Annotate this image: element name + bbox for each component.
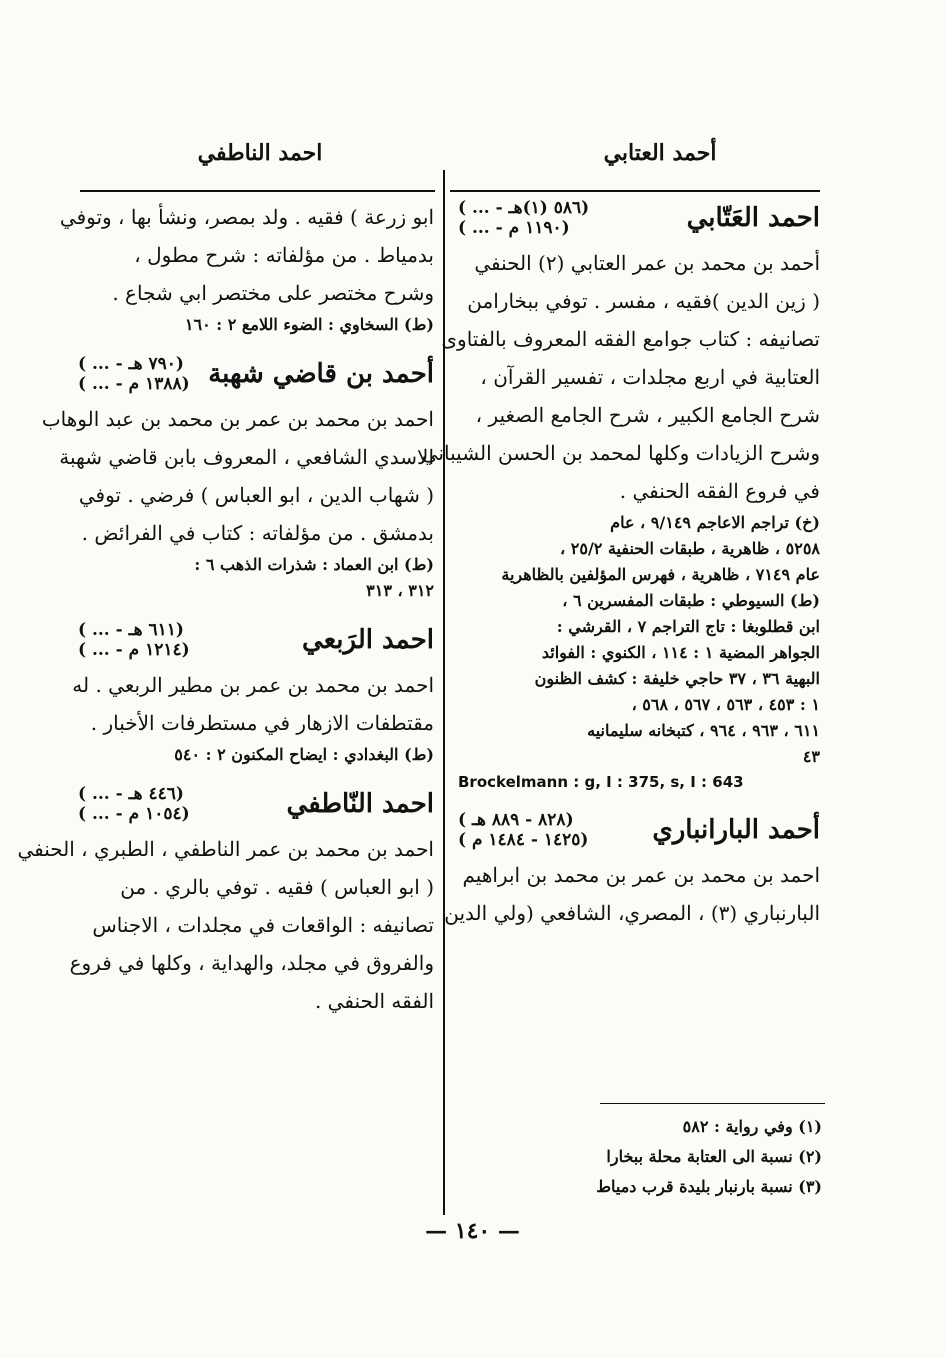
left-running-header: احمد الناطفي bbox=[197, 140, 323, 166]
source-line: (ط) البغدادي : ايضاح المكنون ٢ : ٥٤٠ bbox=[174, 745, 434, 764]
entry-dates bbox=[458, 810, 588, 850]
source-line: (ط) ابن العماد : شذرات الذهب ٦ : bbox=[194, 555, 434, 574]
entry-heading bbox=[78, 620, 434, 660]
entry-ahmad-al-rabi bbox=[72, 620, 434, 768]
entry-ahmad-al-natifi bbox=[17, 784, 434, 1020]
dates-gregorian: ( ... - ١٢١٤ م) bbox=[78, 640, 190, 660]
body-line: احمد بن محمد بن عمر الناطفي ، الطبري ، الحنفي bbox=[17, 837, 434, 861]
entry-heading bbox=[78, 784, 434, 824]
entry-name: أحمد البارانباري bbox=[652, 815, 820, 845]
entry-heading bbox=[458, 198, 820, 238]
footnotes bbox=[560, 1112, 822, 1202]
dates-gregorian: ( ١٤٢٥ - ١٤٨٤ م) bbox=[458, 830, 589, 850]
entry-ibn-qadi-shuhba bbox=[41, 354, 434, 604]
body-line: ( شهاب الدين ، ابو العباس ) فرضي . توفي bbox=[78, 483, 434, 507]
source-line: ابن قطلوبغا : تاج التراجم ٧ ، القرشي : bbox=[556, 617, 820, 636]
source-line: ٦١١ ، ٩٦٣ ، ٩٦٤ ، كتبخانه سليمانيه bbox=[587, 721, 820, 740]
entry-dates bbox=[78, 354, 190, 394]
entry-heading bbox=[78, 354, 434, 394]
footnote: (٣) نسبة بارنبار بليدة قرب دمياط bbox=[596, 1177, 822, 1196]
page-number: — ١٤٠ — bbox=[425, 1218, 520, 1244]
body-line: وشرح الزيادات وكلها لمحمد بن الحسن الشيباني bbox=[421, 441, 820, 465]
right-column bbox=[421, 198, 820, 948]
body-line: البارنباري (٣) ، المصري، الشافعي (ولي الدين bbox=[444, 901, 820, 925]
dates-hijri: ( ... - ٦١١ هـ) bbox=[78, 620, 184, 640]
body-line: شرح الجامع الكبير ، شرح الجامع الصغير ، bbox=[475, 403, 820, 427]
source-line: (ط) السيوطي : طبقات المفسرين ٦ ، bbox=[562, 591, 820, 610]
dates-hijri: ( ... - ٧٩٠ هـ) bbox=[78, 354, 184, 374]
header-rule-right bbox=[450, 190, 820, 192]
entry-dates bbox=[78, 620, 190, 660]
body-line: احمد بن محمد بن عمر بن محمد بن عبد الوهاب bbox=[41, 407, 434, 431]
body-line: بدمشق . من مؤلفاته : كتاب في الفرائض . bbox=[81, 521, 434, 545]
body-line: احمد بن محمد بن عمر بن محمد بن ابراهيم bbox=[462, 863, 820, 887]
footnote-rule bbox=[600, 1103, 825, 1104]
source-line: (خ) تراجم الاعاجم ٩/١٤٩ ، عام bbox=[610, 513, 820, 532]
entry-name: احمد العَتّابي bbox=[686, 203, 820, 233]
dates-gregorian: ( ... - ١١٩٠ م) bbox=[458, 218, 570, 238]
right-running-header: أحمد العتابي bbox=[603, 140, 717, 166]
footnote: (٢) نسبة الى العتابة محلة ببخارا bbox=[606, 1147, 822, 1166]
latin-reference: Brockelmann : g, I : 375, s, I : 643 bbox=[458, 773, 744, 791]
entry-name: احمد الرَبعي bbox=[302, 625, 434, 655]
dates-hijri: ( ٨٢٨ - ٨٨٩ هـ) bbox=[458, 810, 574, 830]
entry-dates bbox=[78, 784, 190, 824]
dates-gregorian: ( ... - ١٣٨٨ م) bbox=[78, 374, 190, 394]
body-line: الاسدي الشافعي ، المعروف بابن قاضي شهبة bbox=[59, 445, 434, 469]
source-line: ٤٣ bbox=[802, 747, 820, 766]
entry-name: احمد النّاطفي bbox=[286, 789, 434, 819]
dates-gregorian: ( ... - ١٠٥٤ م) bbox=[78, 804, 190, 824]
body-line: ابو زرعة ) فقيه . ولد بمصر، ونشأ بها ، وتوفي bbox=[59, 205, 434, 229]
source-line: البهية ٣٦ ، ٣٧ حاجي خليفة : كشف الظنون bbox=[534, 669, 820, 688]
body-line: احمد بن محمد بن عمر بن مطير الربعي . له bbox=[72, 673, 434, 697]
body-line: تصانيفه : كتاب جوامع الفقه المعروف بالفتاوى bbox=[441, 327, 820, 351]
footnote: (١) وفي رواية : ٥٨٢ bbox=[682, 1117, 822, 1136]
body-line: الفقه الحنفي . bbox=[314, 989, 434, 1013]
source-line: عام ٧١٤٩ ، ظاهرية ، فهرس المؤلفين بالظاهرية bbox=[501, 565, 820, 584]
dates-hijri: ( ... - ٤٤٦ هـ) bbox=[78, 784, 184, 804]
source-line: (ط) السخاوي : الضوء اللامع ٢ : ١٦٠ bbox=[184, 315, 434, 334]
body-line: تصانيفه : الواقعات في مجلدات ، الاجناس bbox=[92, 913, 434, 937]
entry-name: أحمد بن قاضي شهبة bbox=[208, 359, 434, 389]
body-line: ( زين الدين )فقيه ، مفسر . توفي ببخارامن bbox=[467, 289, 820, 313]
body-line: والفروق في مجلد، والهداية ، وكلها في فروع bbox=[69, 951, 434, 975]
source-line: ٥٢٥٨ ، ظاهرية ، طبقات الحنفية ٢٥/٢ ، bbox=[560, 539, 820, 558]
body-line: في فروع الفقه الحنفي . bbox=[619, 479, 820, 503]
body-line: مقتطفات الازهار في مستطرفات الأخبار . bbox=[90, 711, 434, 735]
source-line: ١ : ٤٥٣ ، ٥٦٣ ، ٥٦٧ ، ٥٦٨ ، bbox=[631, 695, 820, 714]
entry-ahmad-al-attabi bbox=[421, 198, 820, 794]
body-line: العتابية في اربع مجلدات ، تفسير القرآن ، bbox=[480, 365, 820, 389]
left-column bbox=[17, 198, 434, 1036]
dates-hijri: ( ... - ٥٨٦ (١)هـ) bbox=[458, 198, 590, 218]
entry-heading bbox=[458, 810, 820, 850]
body-line: بدمياط . من مؤلفاته : شرح مطول ، bbox=[134, 243, 434, 267]
header-rule-left bbox=[80, 190, 435, 192]
entry-continuation bbox=[59, 198, 434, 338]
body-line: وشرح مختصر على مختصر ابي شجاع . bbox=[112, 281, 434, 305]
body-line: أحمد بن محمد بن عمر العتابي (٢) الحنفي bbox=[474, 251, 820, 275]
body-line: ( ابو العباس ) فقيه . توفي بالري . من bbox=[120, 875, 434, 899]
entry-dates bbox=[458, 198, 589, 238]
entry-ahmad-al-baranbari bbox=[444, 810, 820, 932]
source-line: الجواهر المضية ١ : ١١٤ ، الكنوي : الفوائد bbox=[541, 643, 820, 662]
source-line: ٣١٢ ، ٣١٣ bbox=[366, 581, 434, 600]
